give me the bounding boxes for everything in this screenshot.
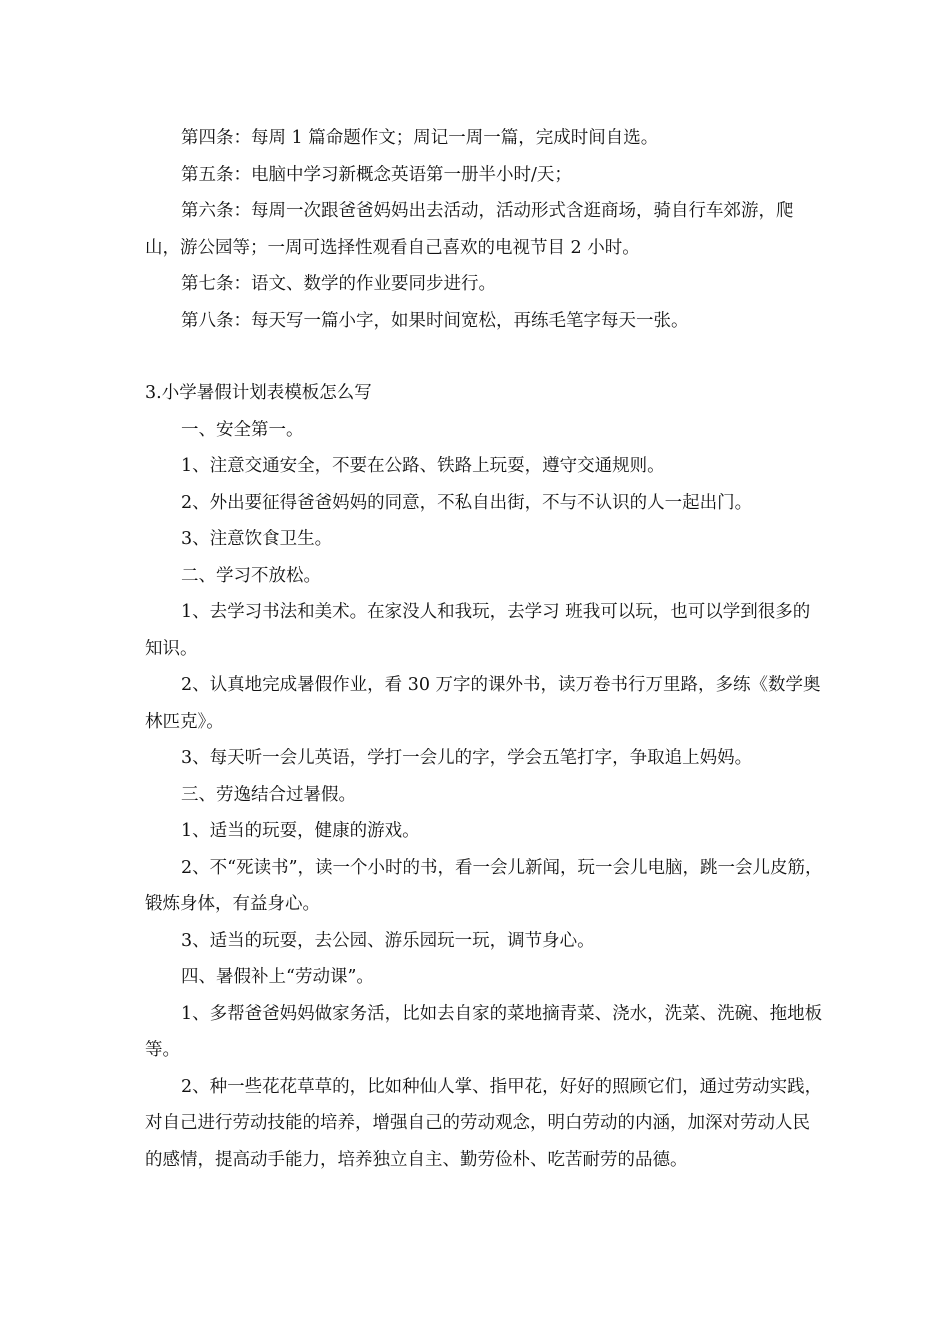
paragraph: 2、认真地完成暑假作业，看 30 万字的课外书，读万卷书行万里路，多练《数学奥林匹克》。: [145, 675, 821, 732]
paragraph: 第五条：电脑中学习新概念英语第一册半小时/天；: [181, 164, 572, 185]
paragraph: 2、外出要征得爸爸妈妈的同意，不私自出街，不与不认识的人一起出门。: [181, 492, 753, 513]
section-heading: 3.小学暑假计划表模板怎么写: [145, 383, 372, 403]
subheading: 二、学习不放松。: [181, 565, 321, 586]
paragraph: 第八条：每天写一篇小字，如果时间宽松，再练毛笔字每天一张。: [181, 310, 689, 331]
subheading: 四、暑假补上“劳动课”。: [181, 967, 374, 987]
paragraph: 第六条：每周一次跟爸爸妈妈出去活动，活动形式含逛商场，骑自行车郊游，爬山，游公园等；一周可选择性观看自己喜欢的电视节目 2 小时。: [145, 201, 794, 258]
paragraph: 3、注意饮食卫生。: [181, 529, 333, 549]
paragraph: 2、不“死读书”，读一个小时的书，看一会儿新闻，玩一会儿电脑，跳一会儿皮筋，锻炼身体，有益身心。: [145, 857, 823, 914]
paragraph: 第四条：每周 1 篇命题作文；周记一周一篇，完成时间自选。: [181, 128, 659, 148]
document-body: [145, 120, 825, 1178]
paragraph-spacer: [145, 339, 825, 375]
paragraph: 1、去学习书法和美术。在家没人和我玩，去学习 班我可以玩，也可以学到很多的知识。: [145, 602, 811, 659]
paragraph: 1、注意交通安全，不要在公路、铁路上玩耍，遵守交通规则。: [181, 456, 665, 476]
paragraph: 1、适当的玩耍，健康的游戏。: [181, 821, 420, 841]
paragraph: 3、适当的玩耍，去公园、游乐园玩一玩，调节身心。: [181, 930, 595, 951]
paragraph: 2、种一些花花草草的，比如种仙人掌、指甲花，好好的照顾它们，通过劳动实践，对自己进行劳动技能的培养，增强自己的劳动观念，明白劳动的内涵，加深对劳动人民的感情，提高动手能力，培养独立自主、勤劳俭朴、吃苦耐劳的品德。: [145, 1076, 823, 1170]
paragraph: 第七条：语文、数学的作业要同步进行。: [181, 274, 496, 294]
paragraph: 1、多帮爸爸妈妈做家务活，比如去自家的菜地摘青菜、浇水，洗菜、洗碗、拖地板等。: [145, 1003, 823, 1060]
subheading: 三、劳逸结合过暑假。: [181, 784, 356, 805]
subheading: 一、安全第一。: [181, 419, 304, 440]
paragraph: 3、每天听一会儿英语，学打一会儿的字，学会五笔打字，争取追上妈妈。: [181, 748, 753, 768]
